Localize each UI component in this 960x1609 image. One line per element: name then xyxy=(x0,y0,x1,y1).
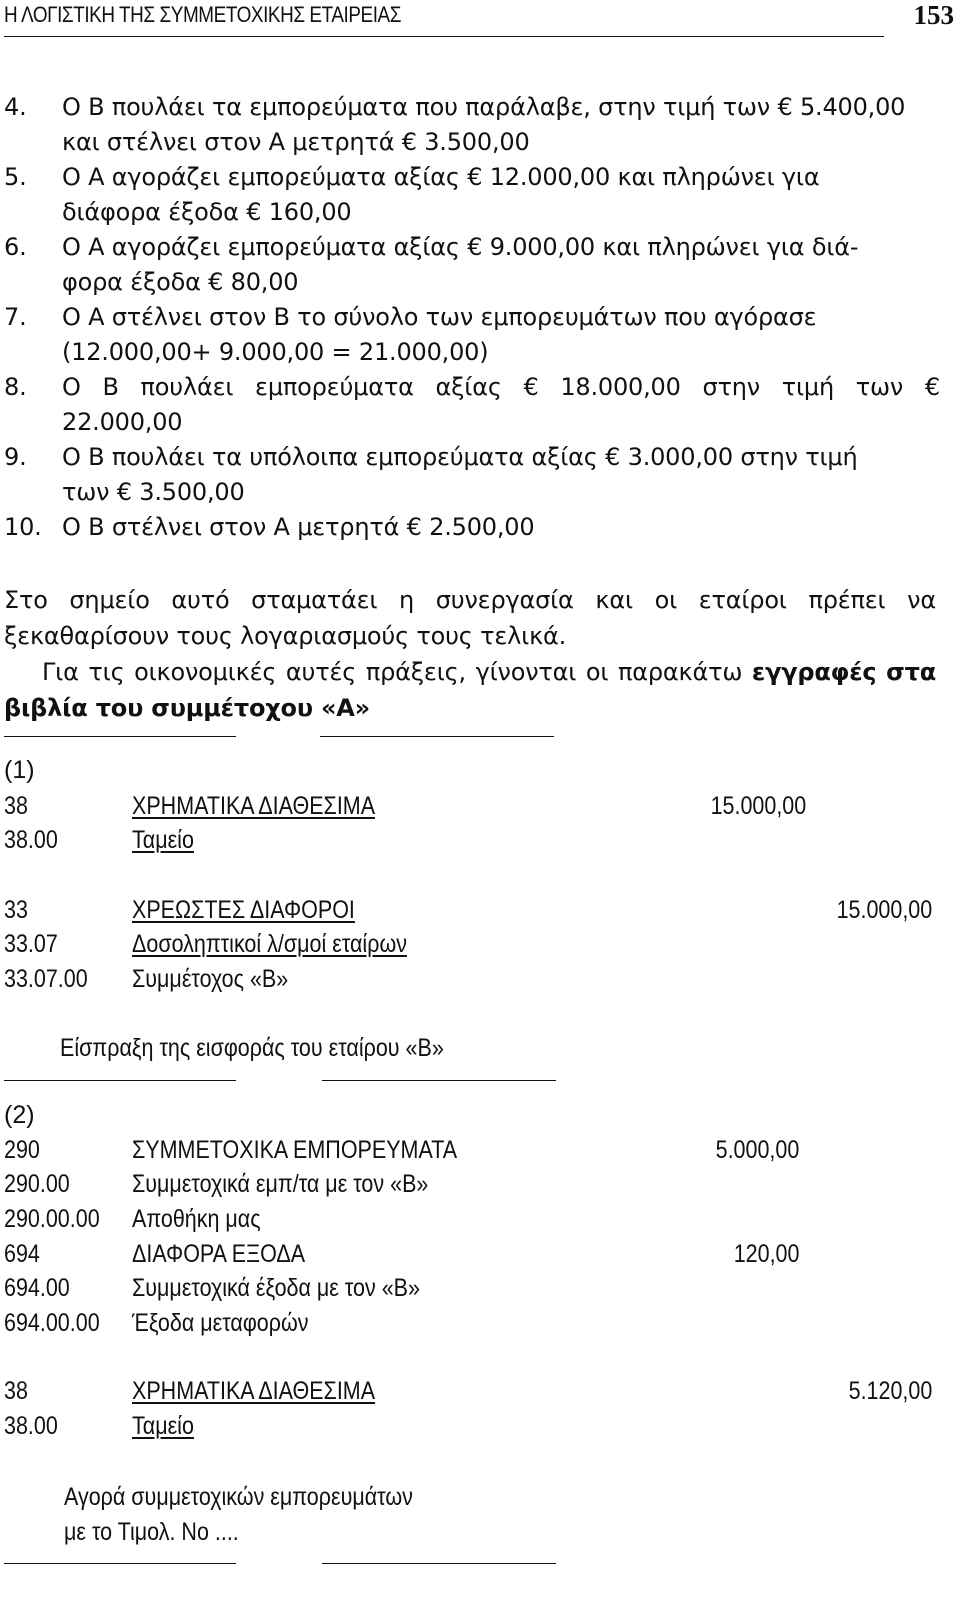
chapter-title: Η ΛΟΓΙΣΤΙΚΗ ΤΗΣ ΣΥΜΜΕΤΟΧΙΚΗΣ ΕΤΑΙΡΕΙΑΣ xyxy=(4,2,402,27)
list-item xyxy=(0,440,960,510)
entry-label: (2) xyxy=(4,1101,35,1129)
account-code: 694 xyxy=(4,1240,40,1268)
list-item xyxy=(0,160,960,230)
item-line: 22.000,00 xyxy=(62,408,183,436)
account-name: ΧΡΗΜΑΤΙΚΑ ΔΙΑΘΕΣΙΜΑ xyxy=(132,1377,376,1405)
entry-row xyxy=(4,1170,944,1204)
account-name: Δοσοληπτικοί λ/σμοί εταίρων xyxy=(132,930,407,958)
account-code: 38 xyxy=(4,1377,28,1405)
item-line: και στέλνει στον Α μετρητά € 3.500,00 xyxy=(62,128,530,156)
debit-amount: 5.000,00 xyxy=(715,1136,799,1164)
account-name: ΧΡΕΩΣΤΕΣ ΔΙΑΦΟΡΟΙ xyxy=(132,896,355,924)
header-rule xyxy=(4,36,884,37)
item-line: φορα έξοδα € 80,00 xyxy=(62,268,299,296)
list-item xyxy=(0,230,960,300)
entry-explanation: Αγορά συμμετοχικών εμπορευμάτων xyxy=(64,1483,413,1511)
item-line: Ο Α αγοράζει εμπορεύματα αξίας € 12.000,00 και πληρώνει για xyxy=(62,163,820,191)
separator-rule xyxy=(4,1080,236,1081)
debit-amount: 120,00 xyxy=(733,1240,799,1268)
credit-amount: 5.120,00 xyxy=(848,1377,932,1405)
account-code: 290 xyxy=(4,1136,40,1164)
account-name: Συμμετοχικά εμπ/τα με τον «Β» xyxy=(132,1170,429,1198)
running-header xyxy=(4,0,954,40)
list-item xyxy=(0,90,960,160)
item-number: 6. xyxy=(4,233,27,261)
page-number: 153 xyxy=(913,0,954,30)
account-name: ΔΙΑΦΟΡΑ ΕΞΟΔΑ xyxy=(132,1240,306,1268)
item-line: Ο Β πουλάει εμπορεύματα αξίας € 18.000,00 στην τιμή των € xyxy=(62,373,940,401)
account-code: 33 xyxy=(4,896,28,924)
item-number: 4. xyxy=(4,93,27,121)
entry-row xyxy=(4,1377,944,1411)
account-name: Έξοδα μεταφορών xyxy=(132,1309,309,1337)
account-name: Συμμέτοχος «Β» xyxy=(132,965,289,993)
account-code: 38.00 xyxy=(4,826,58,854)
credit-amount: 15.000,00 xyxy=(836,896,932,924)
item-line: Ο Β πουλάει τα υπόλοιπα εμπορεύματα αξίας € 3.000,00 στην τιμή xyxy=(62,443,858,471)
item-number: 5. xyxy=(4,163,27,191)
account-code: 33.07.00 xyxy=(4,965,88,993)
separator-rule xyxy=(322,1080,556,1081)
separator-rule xyxy=(4,736,236,737)
paragraph-entries-intro xyxy=(4,654,936,726)
entry-row xyxy=(4,1136,944,1170)
account-code: 38 xyxy=(4,792,28,820)
item-line: διάφορα έξοδα € 160,00 xyxy=(62,198,352,226)
account-code: 290.00 xyxy=(4,1170,70,1198)
entry-row xyxy=(4,1412,944,1446)
account-code: 33.07 xyxy=(4,930,58,958)
list-item xyxy=(0,510,960,545)
entry-row xyxy=(4,896,944,930)
closing-paragraphs xyxy=(4,582,936,726)
account-code: 290.00.00 xyxy=(4,1205,100,1233)
account-name: Αποθήκη μας xyxy=(132,1205,261,1233)
intro-bold-word: εγγραφές xyxy=(751,658,877,686)
account-code: 694.00.00 xyxy=(4,1309,100,1337)
separator-rule xyxy=(4,1563,236,1564)
entry-label: (1) xyxy=(4,756,35,784)
account-name: ΧΡΗΜΑΤΙΚΑ ΔΙΑΘΕΣΙΜΑ xyxy=(132,792,376,820)
list-item xyxy=(0,370,960,440)
separator-rule xyxy=(322,1563,556,1564)
entry-explanation: με το Τιμολ. Νο .... xyxy=(64,1518,239,1546)
transaction-list xyxy=(0,90,960,545)
entry-row xyxy=(4,1274,944,1308)
entry-row xyxy=(4,792,944,826)
debit-amount: 15.000,00 xyxy=(710,792,806,820)
account-name: Ταμείο xyxy=(132,826,194,854)
entry-row xyxy=(4,965,944,999)
intro-bold-phrase: στα βιβλία του συμμέτοχου «Α» xyxy=(4,658,936,722)
item-line: Ο Α στέλνει στον Β το σύνολο των εμπορευμάτων που αγόρασε xyxy=(62,303,817,331)
account-name: Συμμετοχικά έξοδα με τον «Β» xyxy=(132,1274,420,1302)
paragraph-closing-note: Στο σημείο αυτό σταματάει η συνεργασία και οι εταίροι πρέπει να ξεκαθαρίσουν τους λογαριασμούς τους τελικά. xyxy=(4,586,936,650)
entry-row xyxy=(4,826,944,860)
account-code: 38.00 xyxy=(4,1412,58,1440)
item-number: 9. xyxy=(4,443,27,471)
item-number: 10. xyxy=(4,513,42,541)
entry-explanation: Είσπραξη της εισφοράς του εταίρου «Β» xyxy=(60,1034,444,1062)
account-name: Ταμείο xyxy=(132,1412,194,1440)
item-line: (12.000,00+ 9.000,00 = 21.000,00) xyxy=(62,338,489,366)
entry-row xyxy=(4,930,944,964)
entry-row xyxy=(4,1309,944,1343)
item-line: Ο Β πουλάει τα εμπορεύματα που παράλαβε, στην τιμή των € 5.400,00 xyxy=(62,93,906,121)
item-number: 7. xyxy=(4,303,27,331)
list-item xyxy=(0,300,960,370)
entry-row xyxy=(4,1240,944,1274)
item-line: Ο Β στέλνει στον Α μετρητά € 2.500,00 xyxy=(62,513,535,541)
item-line: Ο Α αγοράζει εμπορεύματα αξίας € 9.000,00 και πληρώνει για διά- xyxy=(62,233,859,261)
entry-row xyxy=(4,1205,944,1239)
item-line: των € 3.500,00 xyxy=(62,478,245,506)
item-number: 8. xyxy=(4,373,27,401)
account-name: ΣΥΜΜΕΤΟΧΙΚΑ ΕΜΠΟΡΕΥΜΑΤΑ xyxy=(132,1136,458,1164)
separator-rule xyxy=(320,736,554,737)
account-code: 694.00 xyxy=(4,1274,70,1302)
intro-text: Για τις οικονομικές αυτές πράξεις, γίνονται οι παρακάτω xyxy=(42,658,743,686)
